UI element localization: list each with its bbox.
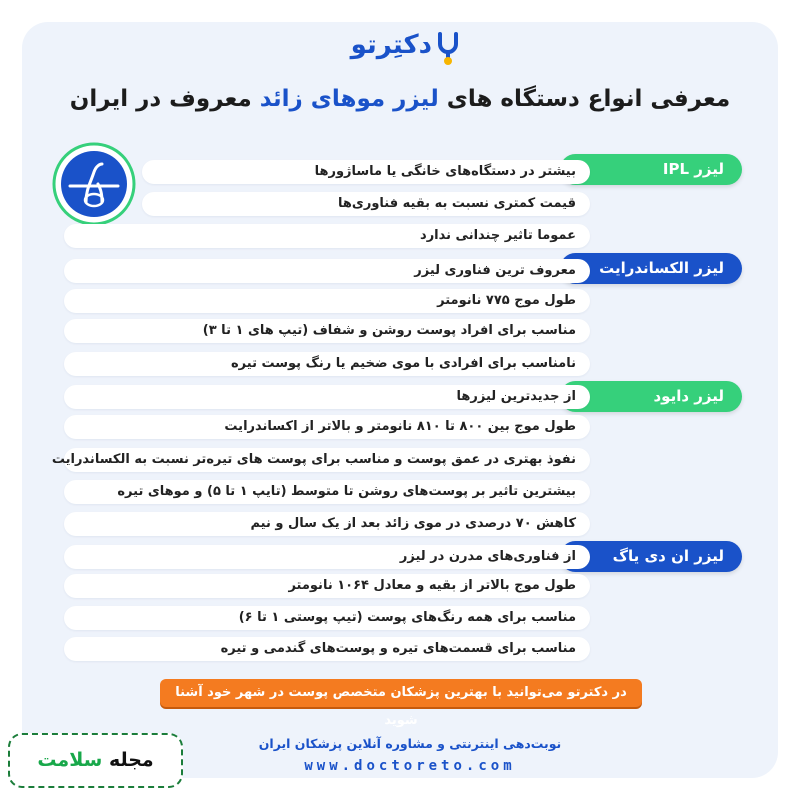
hair-follicle-icon — [52, 142, 136, 226]
list-item: عموما تاثیر چندانی ندارد — [64, 224, 590, 248]
footer-website-link[interactable]: www.doctoreto.com — [304, 758, 516, 774]
tag-ipl: لیزر IPL — [560, 154, 742, 185]
tag-ndyag: لیزر ان دی یاگ — [560, 541, 742, 572]
page-title — [40, 86, 760, 112]
list-item: مناسب برای همه رنگ‌های پوست (تیپ پوستی ۱ تا ۶) — [64, 606, 590, 630]
list-item: از جدیدترین لیزرها — [64, 385, 590, 409]
list-item: طول موج بین ۸۰۰ تا ۸۱۰ نانومتر و بالاتر از اکساندرایت — [64, 415, 590, 439]
title-part2: معروف در ایران — [69, 86, 252, 112]
list-item: نفوذ بهتری در عمق پوست و مناسب برای پوست های تیره‌تر نسبت به الکساندرایت — [64, 448, 590, 472]
doctoreto-logo — [330, 28, 470, 68]
footer-tagline: نوبت‌دهی اینترنتی و مشاوره آنلاین پزشکان ایران — [258, 736, 562, 751]
title-highlight: لیزر موهای زائد — [259, 86, 439, 112]
tag-diode: لیزر دایود — [560, 381, 742, 412]
health-magazine-badge — [8, 733, 183, 788]
list-item: از فناوری‌های مدرن در لیزر — [64, 545, 590, 569]
list-item: طول موج بالاتر از بقیه و معادل ۱۰۶۴ نانومتر — [64, 574, 590, 598]
list-item: نامناسب برای افرادی با موی ضخیم یا رنگ پوست تیره — [64, 352, 590, 376]
list-item: مناسب برای افراد پوست روشن و شفاف (تیپ های ۱ تا ۳) — [64, 319, 590, 343]
tag-alexandrite: لیزر الکساندرایت — [560, 253, 742, 284]
list-item: کاهش ۷۰ درصدی در موی زائد بعد از یک سال و نیم — [64, 512, 590, 536]
list-item: بیشتر در دستگاه‌های خانگی یا ماساژورها — [142, 160, 590, 184]
list-item: بیشترین تاثیر بر پوست‌های روشن تا متوسط (تایپ ۱ تا ۵) و موهای تیره — [64, 480, 590, 504]
stethoscope-icon — [434, 30, 464, 66]
badge-word1: مجله — [108, 749, 154, 771]
list-item: معروف ترین فناوری لیزر — [64, 259, 590, 283]
list-item: طول موج ۷۷۵ نانومتر — [64, 289, 590, 313]
logo-text: دکتِرتو — [350, 30, 432, 60]
list-item: مناسب برای قسمت‌های تیره و پوست‌های گندمی و تیره — [64, 637, 590, 661]
badge-word2: سلامت — [37, 749, 103, 771]
list-item: قیمت کمتری نسبت به بقیه فناوری‌ها — [142, 192, 590, 216]
cta-banner[interactable]: در دکترتو می‌توانید با بهترین پزشکان متخصص پوست در شهر خود آشنا شوید — [160, 679, 642, 707]
title-part1: معرفی انواع دستگاه های — [446, 86, 731, 112]
